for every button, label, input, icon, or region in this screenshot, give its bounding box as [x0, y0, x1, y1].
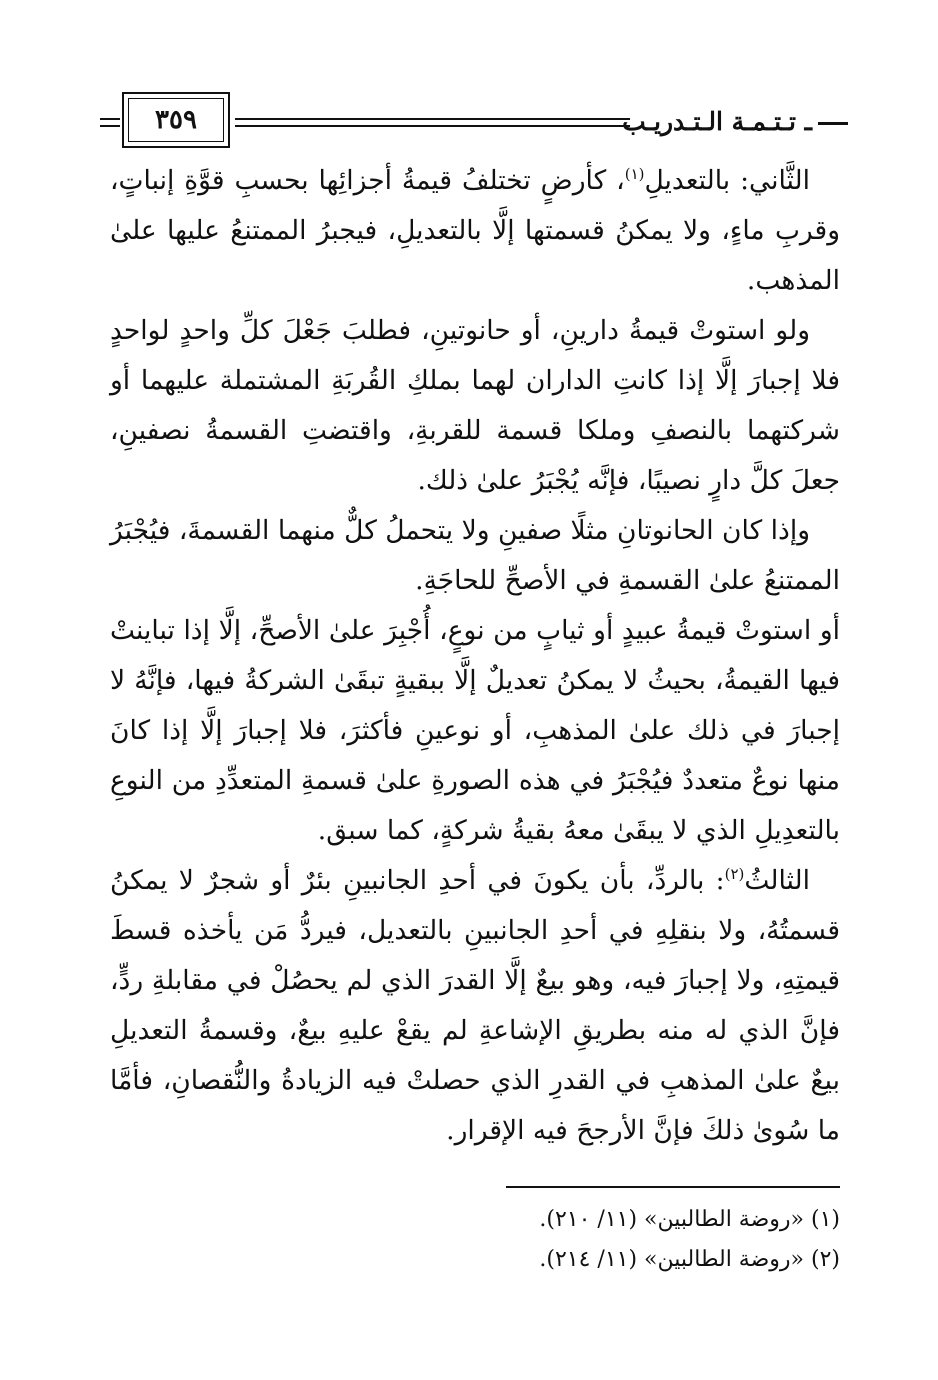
paragraph-text: : بالردِّ، بأن يكونَ في أحدِ الجانبينِ بئرٌ أو شجرٌ لا يمكنُ قسمتُهُ، ولا بنقلِهِ في أحدِ الجانبينِ بالتعديل، فيردُّ مَن يأخذه قسطَ قيمتِهِ، ولا إجبارَ فيه، وهو بيعٌ إلَّا القدرَ الذي لم يحصُلْ في مقابلةِ ردٍّ، فإنَّ الذي له منه بطريقِ الإشاعةِ لم يقعْ عليهِ بيعٌ، وقسمةُ التعديلِ بيعٌ علىٰ المذهبِ في القدرِ الذي حصلتْ فيه الزيادةُ والنُّقصانِ، فأمَّا ما سُوىٰ ذلكَ فإنَّ الأرجحَ فيه الإقرار.: [110, 865, 840, 1146]
page-number-frame: [122, 92, 230, 148]
page-number: ٣٥٩: [128, 98, 224, 142]
header-rule-left: [100, 118, 120, 127]
footnote-1: (١) «روضة الطالبين» (١١/ ٢١٠).: [539, 1207, 840, 1232]
footnote-2: (٢) «روضة الطالبين» (١١/ ٢١٤).: [539, 1247, 840, 1272]
header-dash: [818, 122, 848, 125]
paragraph-text: ، كأرضٍ تختلفُ قيمةُ أجزائِها بحسبِ قوَّةِ إنباتٍ، وقربِ ماءٍ، ولا يمكنُ قسمتها إلَّا بالتعديلِ، فيجبرُ الممتنعُ عليها علىٰ المذهب.: [110, 165, 840, 296]
paragraph-lead: الثَّاني: بالتعديلِ: [644, 165, 810, 196]
paragraph-two-houses: ولو استوتْ قيمةُ دارينِ، أو حانوتينِ، فطلبَ جَعْلَ كلِّ واحدٍ لواحدٍ فلا إجبارَ إلَّا إذا كانتِ الداران لهما بملكِ القُربَةِ المشتملة عليهما أو شركتهما بالنصفِ وملكا قسمة للقربةِ، واقتضتِ القسمةُ نصفينِ، جعلَ كلَّ دارٍ نصيبًا، فإنَّه يُجْبَرُ علىٰ ذلك.: [110, 315, 840, 496]
footnote-separator: [506, 1186, 840, 1188]
paragraph-second-method: [110, 156, 840, 306]
footnotes: [420, 1200, 840, 1280]
header-title: ـ تـتـمـة الـتـدريـب: [622, 107, 812, 136]
paragraph-two-shops: وإذا كان الحانوتانِ مثلًا صفينِ ولا يتحملُ كلٌّ منهما القسمةَ، فيُجْبَرُ الممتنعُ علىٰ القسمةِ في الأصحِّ للحاجَةِ.: [110, 515, 840, 596]
main-text: [110, 156, 840, 1156]
running-header: [100, 92, 848, 154]
paragraph-third-method: [110, 856, 840, 1156]
header-rule: [235, 118, 630, 127]
footnote-ref-2: (٢): [724, 865, 745, 884]
footnote-ref-1: (١): [624, 165, 645, 184]
paragraph-lead: الثالثُ: [744, 865, 810, 896]
paragraph-slaves-clothes: أو استوتْ قيمةُ عبيدٍ أو ثيابٍ من نوعٍ، أُجْبِرَ علىٰ الأصحِّ، إلَّا إذا تباينتْ فيها القيمةُ، بحيثُ لا يمكنُ تعديلٌ إلَّا ببقيةٍ تبقَىٰ الشركةُ فيها، فإنَّهُ لا إجبارَ في ذلك علىٰ المذهبِ، أو نوعينِ فأكثرَ، فلا إجبارَ إلَّا إذا كانَ منها نوعٌ متعددٌ فيُجْبَرُ في هذه الصورةِ علىٰ قسمةِ المتعدِّدِ من النوعِ بالتعدِيلِ الذي لا يبقَىٰ معهُ بقيةُ شركةٍ، كما سبق.: [110, 615, 840, 846]
